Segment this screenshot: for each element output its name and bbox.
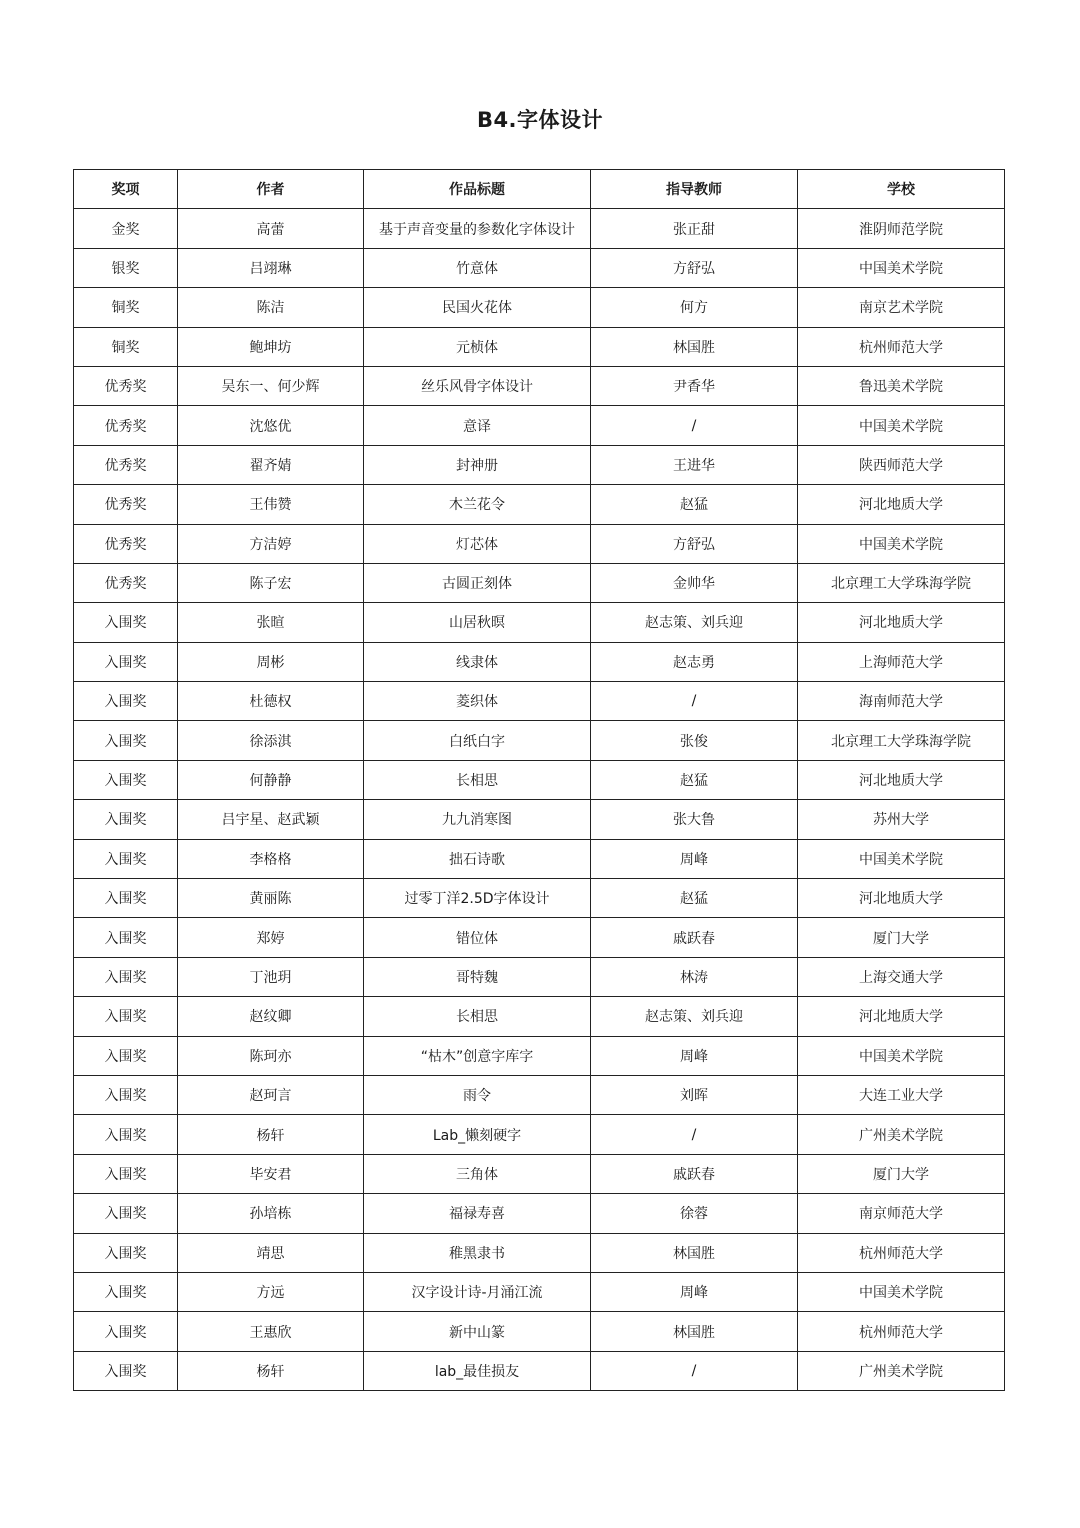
school-cell: 河北地质大学	[798, 485, 1005, 524]
award-cell: 入围奖	[74, 603, 178, 642]
table-row	[74, 248, 1005, 287]
school-cell: 中国美术学院	[798, 1036, 1005, 1075]
author-cell: 陈子宏	[178, 563, 364, 602]
work-title-cell: 山居秋暝	[364, 603, 591, 642]
school-cell: 大连工业大学	[798, 1075, 1005, 1114]
advisor-cell: 赵猛	[591, 485, 798, 524]
award-cell: 入围奖	[74, 1272, 178, 1311]
work-title-cell: 木兰花令	[364, 485, 591, 524]
school-cell: 淮阴师范学院	[798, 209, 1005, 248]
author-cell: 赵珂言	[178, 1075, 364, 1114]
work-title-cell: 拙石诗歌	[364, 839, 591, 878]
advisor-cell: 周峰	[591, 839, 798, 878]
author-cell: 鲍坤坊	[178, 327, 364, 366]
table-row	[74, 1312, 1005, 1351]
author-cell: 杜德权	[178, 682, 364, 721]
award-cell: 入围奖	[74, 1075, 178, 1114]
table-row	[74, 485, 1005, 524]
advisor-cell: 尹香华	[591, 366, 798, 405]
advisor-cell: 戚跃春	[591, 1154, 798, 1193]
school-cell: 杭州师范大学	[798, 327, 1005, 366]
table-row	[74, 839, 1005, 878]
school-cell: 河北地质大学	[798, 760, 1005, 799]
award-cell: 入围奖	[74, 682, 178, 721]
work-title-cell: 稚黑隶书	[364, 1233, 591, 1272]
page-title: B4.字体设计	[476, 108, 604, 132]
table-row	[74, 406, 1005, 445]
award-cell: 优秀奖	[74, 445, 178, 484]
school-cell: 陕西师范大学	[798, 445, 1005, 484]
column-header-work-title: 作品标题	[364, 170, 591, 209]
work-title-cell: 菱织体	[364, 682, 591, 721]
table-row	[74, 997, 1005, 1036]
advisor-cell: 徐蓉	[591, 1194, 798, 1233]
award-cell: 优秀奖	[74, 563, 178, 602]
award-cell: 入围奖	[74, 997, 178, 1036]
author-cell: 方洁婷	[178, 524, 364, 563]
school-cell: 中国美术学院	[798, 1272, 1005, 1311]
advisor-cell: 林国胜	[591, 1233, 798, 1272]
table-row	[74, 1272, 1005, 1311]
work-title-cell: “枯木”创意字库字	[364, 1036, 591, 1075]
award-cell: 优秀奖	[74, 485, 178, 524]
award-cell: 入围奖	[74, 760, 178, 799]
school-cell: 厦门大学	[798, 1154, 1005, 1193]
award-cell: 优秀奖	[74, 366, 178, 405]
advisor-cell: 林涛	[591, 957, 798, 996]
award-cell: 入围奖	[74, 1351, 178, 1390]
award-cell: 入围奖	[74, 839, 178, 878]
award-cell: 入围奖	[74, 1115, 178, 1154]
author-cell: 陈珂亦	[178, 1036, 364, 1075]
table-row	[74, 957, 1005, 996]
award-cell: 入围奖	[74, 957, 178, 996]
advisor-cell: 金帅华	[591, 563, 798, 602]
table-row	[74, 1154, 1005, 1193]
table-row	[74, 918, 1005, 957]
school-cell: 杭州师范大学	[798, 1312, 1005, 1351]
work-title-cell: 哥特魏	[364, 957, 591, 996]
table-row	[74, 879, 1005, 918]
advisor-cell: 王进华	[591, 445, 798, 484]
column-header-author: 作者	[178, 170, 364, 209]
table-row	[74, 642, 1005, 681]
award-cell: 入围奖	[74, 1312, 178, 1351]
work-title-cell: 过零丁洋2.5D字体设计	[364, 879, 591, 918]
table-row	[74, 1075, 1005, 1114]
work-title-cell: 元桢体	[364, 327, 591, 366]
table-header-row	[74, 170, 1005, 209]
advisor-cell: /	[591, 682, 798, 721]
table-row	[74, 760, 1005, 799]
advisor-cell: /	[591, 1115, 798, 1154]
author-cell: 杨轩	[178, 1351, 364, 1390]
author-cell: 丁池玥	[178, 957, 364, 996]
award-cell: 银奖	[74, 248, 178, 287]
award-cell: 入围奖	[74, 1154, 178, 1193]
award-cell: 入围奖	[74, 642, 178, 681]
work-title-cell: 新中山篆	[364, 1312, 591, 1351]
column-header-award: 奖项	[74, 170, 178, 209]
award-cell: 铜奖	[74, 327, 178, 366]
award-cell: 金奖	[74, 209, 178, 248]
award-cell: 入围奖	[74, 1194, 178, 1233]
work-title-cell: 灯芯体	[364, 524, 591, 563]
table-row	[74, 721, 1005, 760]
advisor-cell: 张俊	[591, 721, 798, 760]
work-title-cell: 基于声音变量的参数化字体设计	[364, 209, 591, 248]
school-cell: 河北地质大学	[798, 603, 1005, 642]
author-cell: 毕安君	[178, 1154, 364, 1193]
advisor-cell: 方舒弘	[591, 524, 798, 563]
school-cell: 河北地质大学	[798, 879, 1005, 918]
award-cell: 入围奖	[74, 721, 178, 760]
work-title-cell: 封神册	[364, 445, 591, 484]
advisor-cell: 周峰	[591, 1036, 798, 1075]
work-title-cell: 长相思	[364, 760, 591, 799]
school-cell: 上海交通大学	[798, 957, 1005, 996]
table-row	[74, 1351, 1005, 1390]
author-cell: 吕宇星、赵武颖	[178, 800, 364, 839]
work-title-cell: 民国火花体	[364, 288, 591, 327]
table-row	[74, 1115, 1005, 1154]
school-cell: 河北地质大学	[798, 997, 1005, 1036]
award-cell: 入围奖	[74, 879, 178, 918]
work-title-cell: 线隶体	[364, 642, 591, 681]
award-cell: 入围奖	[74, 1233, 178, 1272]
award-cell: 铜奖	[74, 288, 178, 327]
author-cell: 徐添淇	[178, 721, 364, 760]
author-cell: 孙培栋	[178, 1194, 364, 1233]
author-cell: 张暄	[178, 603, 364, 642]
school-cell: 鲁迅美术学院	[798, 366, 1005, 405]
work-title-cell: 丝乐风骨字体设计	[364, 366, 591, 405]
work-title-cell: 汉字设计诗-月涌江流	[364, 1272, 591, 1311]
advisor-cell: 赵猛	[591, 760, 798, 799]
advisor-cell: 林国胜	[591, 1312, 798, 1351]
table-row	[74, 366, 1005, 405]
author-cell: 赵纹卿	[178, 997, 364, 1036]
advisor-cell: 周峰	[591, 1272, 798, 1311]
work-title-cell: 意译	[364, 406, 591, 445]
school-cell: 南京师范大学	[798, 1194, 1005, 1233]
author-cell: 何静静	[178, 760, 364, 799]
school-cell: 广州美术学院	[798, 1115, 1005, 1154]
author-cell: 王伟赞	[178, 485, 364, 524]
school-cell: 中国美术学院	[798, 248, 1005, 287]
author-cell: 周彬	[178, 642, 364, 681]
advisor-cell: 方舒弘	[591, 248, 798, 287]
advisor-cell: 张大鲁	[591, 800, 798, 839]
advisor-cell: 赵志策、刘兵迎	[591, 997, 798, 1036]
table-body	[74, 209, 1005, 1391]
school-cell: 海南师范大学	[798, 682, 1005, 721]
advisor-cell: 赵志策、刘兵迎	[591, 603, 798, 642]
advisor-cell: 刘晖	[591, 1075, 798, 1114]
work-title-cell: 福禄寿喜	[364, 1194, 591, 1233]
advisor-cell: /	[591, 406, 798, 445]
table-row	[74, 563, 1005, 602]
work-title-cell: 竹意体	[364, 248, 591, 287]
author-cell: 陈洁	[178, 288, 364, 327]
school-cell: 中国美术学院	[798, 406, 1005, 445]
award-cell: 入围奖	[74, 800, 178, 839]
awards-table	[73, 169, 1005, 1391]
table-row	[74, 327, 1005, 366]
table-row	[74, 603, 1005, 642]
award-cell: 入围奖	[74, 1036, 178, 1075]
school-cell: 杭州师范大学	[798, 1233, 1005, 1272]
author-cell: 翟齐婧	[178, 445, 364, 484]
table-row	[74, 1233, 1005, 1272]
table-row	[74, 209, 1005, 248]
author-cell: 靖思	[178, 1233, 364, 1272]
table-row	[74, 288, 1005, 327]
school-cell: 上海师范大学	[798, 642, 1005, 681]
advisor-cell: 林国胜	[591, 327, 798, 366]
school-cell: 中国美术学院	[798, 839, 1005, 878]
work-title-cell: Lab_懒刻硬字	[364, 1115, 591, 1154]
school-cell: 北京理工大学珠海学院	[798, 721, 1005, 760]
award-cell: 优秀奖	[74, 406, 178, 445]
school-cell: 苏州大学	[798, 800, 1005, 839]
work-title-cell: 错位体	[364, 918, 591, 957]
table-row	[74, 445, 1005, 484]
author-cell: 吕翊琳	[178, 248, 364, 287]
author-cell: 李格格	[178, 839, 364, 878]
table-row	[74, 682, 1005, 721]
advisor-cell: 张正甜	[591, 209, 798, 248]
author-cell: 高蕾	[178, 209, 364, 248]
award-cell: 优秀奖	[74, 524, 178, 563]
work-title-cell: 九九消寒图	[364, 800, 591, 839]
work-title-cell: lab_最佳损友	[364, 1351, 591, 1390]
table-row	[74, 1194, 1005, 1233]
advisor-cell: 何方	[591, 288, 798, 327]
school-cell: 广州美术学院	[798, 1351, 1005, 1390]
author-cell: 吴东一、何少辉	[178, 366, 364, 405]
school-cell: 中国美术学院	[798, 524, 1005, 563]
work-title-cell: 古圆正刻体	[364, 563, 591, 602]
school-cell: 厦门大学	[798, 918, 1005, 957]
table-row	[74, 524, 1005, 563]
work-title-cell: 雨令	[364, 1075, 591, 1114]
award-cell: 入围奖	[74, 918, 178, 957]
column-header-advisor: 指导教师	[591, 170, 798, 209]
advisor-cell: 戚跃春	[591, 918, 798, 957]
table-row	[74, 800, 1005, 839]
work-title-cell: 白纸白字	[364, 721, 591, 760]
author-cell: 黄丽陈	[178, 879, 364, 918]
work-title-cell: 长相思	[364, 997, 591, 1036]
school-cell: 南京艺术学院	[798, 288, 1005, 327]
author-cell: 方远	[178, 1272, 364, 1311]
author-cell: 郑婷	[178, 918, 364, 957]
author-cell: 沈悠优	[178, 406, 364, 445]
table-row	[74, 1036, 1005, 1075]
advisor-cell: 赵猛	[591, 879, 798, 918]
advisor-cell: 赵志勇	[591, 642, 798, 681]
author-cell: 王惠欣	[178, 1312, 364, 1351]
advisor-cell: /	[591, 1351, 798, 1390]
work-title-cell: 三角体	[364, 1154, 591, 1193]
column-header-school: 学校	[798, 170, 1005, 209]
school-cell: 北京理工大学珠海学院	[798, 563, 1005, 602]
author-cell: 杨轩	[178, 1115, 364, 1154]
